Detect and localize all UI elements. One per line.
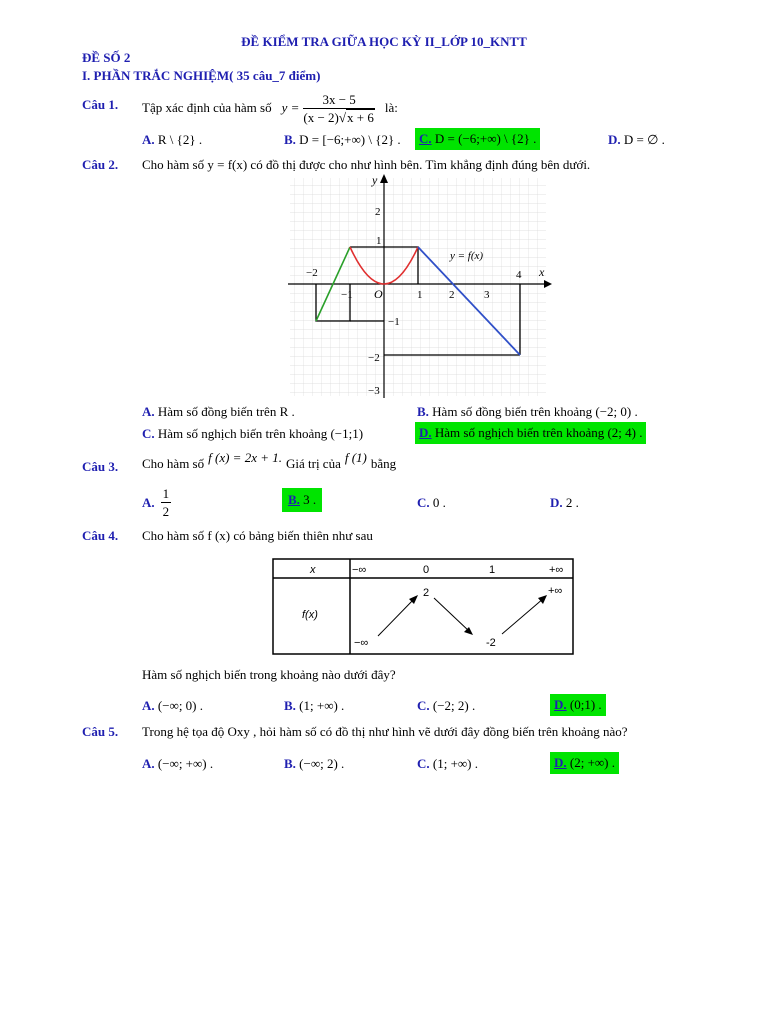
- option-text: Hàm số đồng biến trên R .: [157, 404, 295, 419]
- table-x-header: x: [310, 564, 316, 576]
- option-label: C.: [419, 131, 432, 146]
- option-label: C.: [417, 495, 430, 510]
- q3-option-c[interactable]: [417, 495, 446, 511]
- option-text: (−∞; 2) .: [299, 756, 345, 771]
- option-text: D = [−6;+∞) \ {2} .: [299, 132, 401, 147]
- q1-option-a[interactable]: [142, 132, 202, 148]
- table-value-plus-inf: +∞: [548, 585, 563, 597]
- q3-option-b-correct[interactable]: [282, 488, 322, 512]
- section-heading: I. PHẦN TRẮC NGHIỆM( 35 câu_7 điểm): [82, 68, 321, 83]
- q1-den-a: (x − 2): [303, 109, 339, 125]
- option-label: A.: [142, 756, 155, 771]
- q3-text-c: bằng: [370, 456, 397, 471]
- table-x-1: 1: [489, 564, 496, 576]
- q5-label: Câu 5.: [82, 724, 119, 739]
- table-fx-header: f(x): [302, 609, 318, 621]
- q3-option-a[interactable]: [142, 487, 171, 518]
- curve-label: y = f(x): [450, 250, 484, 262]
- q3-label: Câu 3.: [82, 459, 119, 474]
- q1-numerator: 3x − 5: [303, 93, 374, 109]
- q4-option-b[interactable]: [284, 698, 344, 714]
- tick-x-1: 1: [417, 289, 423, 301]
- q1-fraction: [303, 93, 374, 124]
- q3-option-d[interactable]: [550, 495, 579, 511]
- q5-text: Trong hệ tọa độ Oxy , hỏi hàm số có đồ thị như hình vẽ dưới đây đồng biến trên khoảng nào?: [142, 724, 628, 739]
- q2-option-a[interactable]: [142, 404, 295, 420]
- option-label: C.: [417, 756, 430, 771]
- q2-option-b[interactable]: [417, 404, 638, 420]
- q3-text-b: Giá trị của: [285, 456, 341, 471]
- tick-y-minus3: −3: [368, 385, 380, 397]
- option-text: Hàm số nghịch biến trên khoảng (−1;1): [157, 426, 364, 441]
- option-label: A.: [142, 494, 155, 510]
- option-label: D.: [608, 132, 621, 147]
- q5-option-d-correct[interactable]: [550, 752, 619, 774]
- q3-f1: f (1): [344, 450, 367, 465]
- option-text: 0 .: [429, 495, 446, 510]
- option-text: R \ {2} .: [157, 132, 203, 147]
- tick-x-2: 2: [449, 289, 455, 301]
- option-text: (1; +∞) .: [299, 698, 345, 713]
- q4-question: Hàm số nghịch biến trong khoảng nào dưới đây?: [142, 667, 396, 682]
- tick-x-minus1: −1: [341, 289, 353, 301]
- q1-option-c-correct[interactable]: [415, 128, 540, 150]
- option-text: (−∞; 0) .: [157, 698, 204, 713]
- q1-option-d[interactable]: [608, 132, 665, 148]
- option-label: C.: [142, 426, 155, 441]
- q2-option-c[interactable]: [142, 426, 363, 442]
- x-axis-label: x: [539, 265, 545, 279]
- option-label: B.: [288, 492, 300, 507]
- option-text: Hàm số đồng biến trên khoảng (−2; 0) .: [432, 404, 638, 419]
- q5-option-c[interactable]: [417, 756, 478, 772]
- q3-function: f (x) = 2x + 1.: [208, 450, 282, 465]
- q5-option-a[interactable]: [142, 756, 213, 772]
- q2-function-graph: [284, 172, 556, 402]
- x-axis-arrow: [544, 280, 552, 288]
- q5-option-b[interactable]: [284, 756, 344, 772]
- origin-label: O: [374, 287, 383, 301]
- option-text: D = ∅ .: [623, 132, 665, 147]
- q4-option-c[interactable]: [417, 698, 475, 714]
- option-label: B.: [284, 756, 296, 771]
- option-text: D = (−6;+∞) \ {2} .: [434, 131, 537, 146]
- q1-denominator: (x − 2)√x + 6: [303, 109, 374, 125]
- table-x-minus-inf: −∞: [352, 564, 367, 576]
- document-title: ĐỀ KIỂM TRA GIỮA HỌC KỲ II_LỚP 10_KNTT: [241, 34, 527, 49]
- option-label: D.: [554, 697, 567, 712]
- table-value-minus-inf: −∞: [354, 637, 369, 649]
- q4-text: Cho hàm số f (x) có bảng biến thiên như sau: [142, 528, 373, 543]
- q3-stem: [142, 451, 396, 477]
- option-label: A.: [142, 404, 155, 419]
- q4-option-a[interactable]: [142, 698, 203, 714]
- option-text: 3 .: [299, 492, 317, 507]
- q1-label: Câu 1.: [82, 97, 119, 112]
- option-label: B.: [284, 132, 296, 147]
- q4-label: Câu 4.: [82, 528, 119, 543]
- q4-option-d-correct[interactable]: [550, 694, 606, 716]
- option-text: (−2; 2) .: [432, 698, 476, 713]
- tick-x-minus2: −2: [306, 267, 318, 279]
- table-x-0: 0: [423, 564, 430, 576]
- tick-y-2: 2: [375, 206, 381, 218]
- option-label: D.: [419, 425, 432, 440]
- table-value-max: 2: [423, 587, 430, 599]
- option-text: Hàm số nghịch biến trên khoảng (2; 4) .: [434, 425, 643, 440]
- table-x-plus-inf: +∞: [549, 564, 564, 576]
- option-text: (−∞; +∞) .: [157, 756, 214, 771]
- q1-stem: [142, 88, 398, 128]
- y-axis-label: y: [372, 173, 378, 187]
- option-label: B.: [417, 404, 429, 419]
- tick-y-1: 1: [376, 235, 382, 247]
- option-label: A.: [142, 698, 155, 713]
- tick-y-minus1: −1: [388, 316, 400, 328]
- option-text: (1; +∞) .: [432, 756, 479, 771]
- q1-text: Tập xác định của hàm số: [142, 100, 272, 115]
- q1-func-lhs: y =: [281, 100, 300, 115]
- option-fraction: [161, 487, 172, 518]
- graph-grid: [290, 178, 546, 396]
- exam-number: ĐỀ SỐ 2: [82, 50, 131, 65]
- q1-option-b[interactable]: [284, 132, 401, 148]
- option-label: C.: [417, 698, 430, 713]
- q4-variation-table: [272, 558, 574, 656]
- option-text: (2; +∞) .: [569, 755, 616, 770]
- q3-text-a: Cho hàm số: [142, 456, 205, 471]
- q2-label: Câu 2.: [82, 157, 119, 172]
- tick-y-minus2: −2: [368, 352, 380, 364]
- option-text: 2 .: [562, 495, 579, 510]
- option-label: D.: [550, 495, 563, 510]
- q2-text: Cho hàm số y = f(x) có đồ thị được cho như hình bên. Tìm khẳng định đúng bên dưới.: [142, 157, 591, 172]
- q1-tail: là:: [384, 100, 398, 115]
- q2-option-d-correct[interactable]: [415, 422, 646, 444]
- tick-x-4: 4: [516, 269, 522, 281]
- option-label: D.: [554, 755, 567, 770]
- fraction-num: 1: [162, 486, 170, 501]
- tick-x-3: 3: [484, 289, 490, 301]
- fraction-den: 2: [162, 504, 170, 519]
- q1-den-sqrt: x + 6: [347, 109, 374, 125]
- option-label: A.: [142, 132, 155, 147]
- option-text: (0;1) .: [569, 697, 602, 712]
- table-value-min: -2: [486, 637, 496, 649]
- option-label: B.: [284, 698, 296, 713]
